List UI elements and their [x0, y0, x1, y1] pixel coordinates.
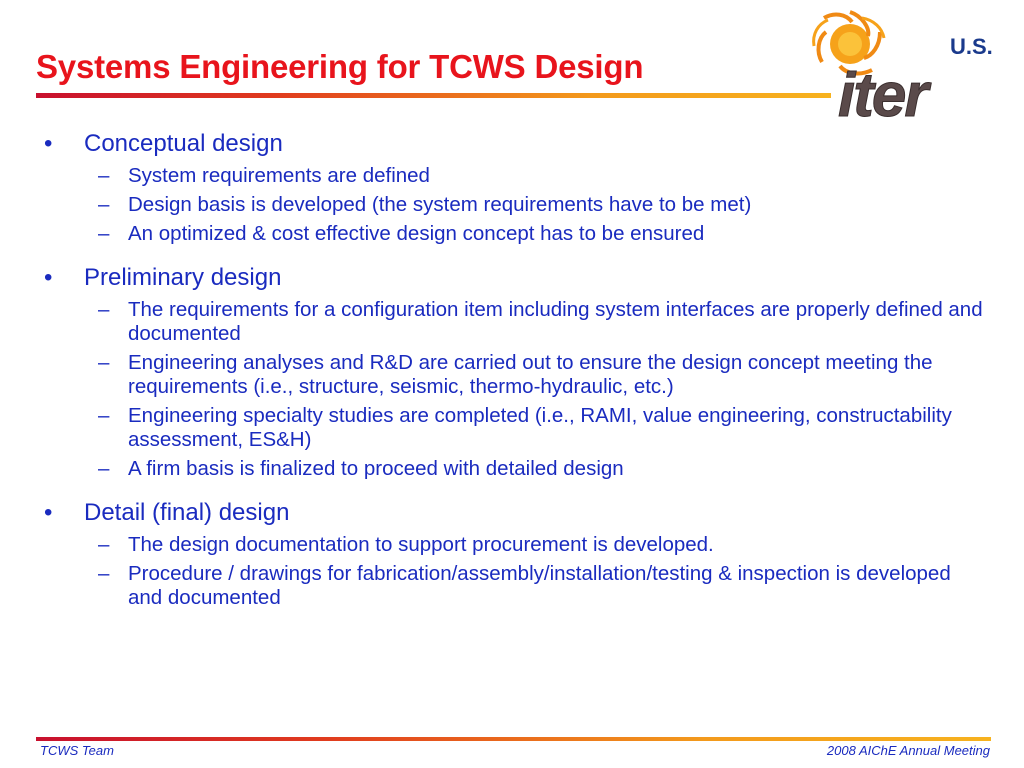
- bullet-item: [44, 262, 994, 293]
- sub-bullet-text: Engineering analyses and R&D are carried out to ensure the design concept meeting the requirements (i.e., structure, seismic, thermo-hydraulic, etc.): [128, 351, 933, 398]
- sub-bullet-text: The requirements for a configuration item including system interfaces are properly defined and documented: [128, 298, 983, 345]
- sub-bullet-item: [44, 298, 994, 346]
- logo-region-text: U.S.: [950, 34, 993, 59]
- dash-icon: –: [98, 164, 110, 187]
- sub-bullet-text: The design documentation to support procurement is developed.: [128, 533, 714, 556]
- slide-title: Systems Engineering for TCWS Design: [36, 48, 644, 85]
- logo-brand-text: iter: [838, 61, 927, 128]
- sub-bullet-text: A firm basis is finalized to proceed with detailed design: [128, 457, 624, 480]
- sub-bullet-text: Procedure / drawings for fabrication/assembly/installation/testing & inspection is developed and documented: [128, 562, 951, 609]
- section-detail-design: [44, 497, 994, 610]
- dash-icon: –: [98, 533, 110, 556]
- dash-icon: –: [98, 457, 110, 480]
- section-heading: Detail (final) design: [84, 499, 290, 526]
- footer-meeting: 2008 AIChE Annual Meeting: [826, 743, 990, 758]
- slide-body: [44, 128, 994, 626]
- dash-icon: –: [98, 562, 110, 585]
- bullet-icon: •: [44, 264, 53, 291]
- section-preliminary-design: [44, 262, 994, 481]
- sub-bullet-text: An optimized & cost effective design concept has to be ensured: [128, 222, 705, 245]
- us-iter-logo: [800, 6, 996, 128]
- dash-icon: –: [98, 351, 110, 374]
- sub-bullet-text: Design basis is developed (the system requirements have to be met): [128, 193, 752, 216]
- bullet-icon: •: [44, 499, 53, 526]
- sub-bullet-item: [44, 193, 994, 217]
- sub-bullet-item: [44, 533, 994, 557]
- sub-bullet-item: [44, 404, 994, 452]
- sub-bullet-text: Engineering specialty studies are completed (i.e., RAMI, value engineering, constructability assessment, ES&H): [128, 404, 952, 451]
- sub-bullet-item: [44, 562, 994, 610]
- dash-icon: –: [98, 193, 110, 216]
- sub-bullet-item: [44, 164, 994, 188]
- footer-team: TCWS Team: [40, 743, 114, 758]
- bullet-icon: •: [44, 130, 53, 157]
- sub-bullet-item: [44, 222, 994, 246]
- bullet-item: [44, 128, 994, 159]
- footer-rule: [36, 737, 991, 741]
- title-rule: [36, 93, 831, 98]
- sub-bullet-item: [44, 457, 994, 481]
- section-heading: Conceptual design: [84, 130, 283, 157]
- sub-bullet-item: [44, 351, 994, 399]
- section-heading: Preliminary design: [84, 264, 282, 291]
- sub-bullet-text: System requirements are defined: [128, 164, 430, 187]
- dash-icon: –: [98, 404, 110, 427]
- section-conceptual-design: [44, 128, 994, 246]
- dash-icon: –: [98, 222, 110, 245]
- bullet-item: [44, 497, 994, 528]
- dash-icon: –: [98, 298, 110, 321]
